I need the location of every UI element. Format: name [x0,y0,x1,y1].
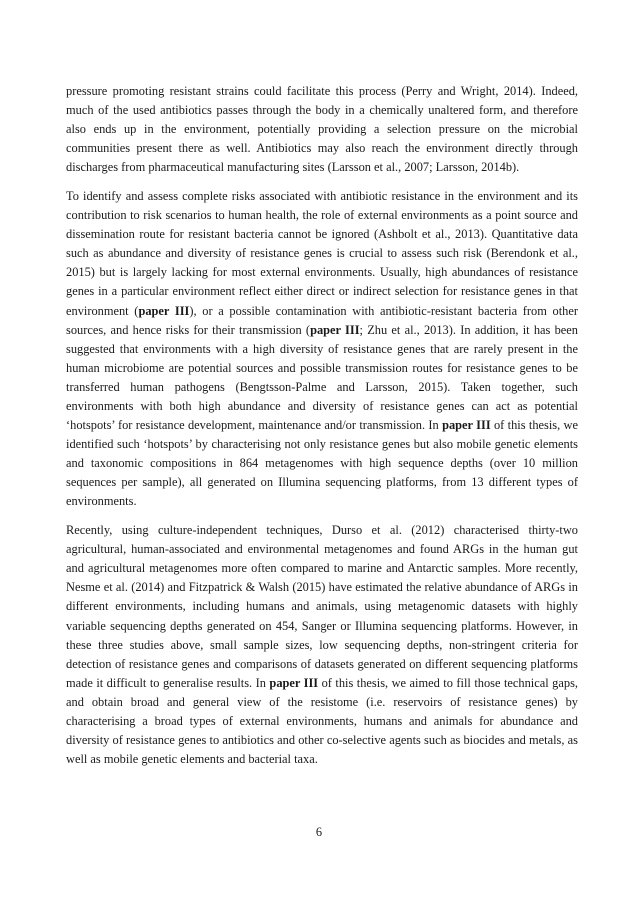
text-run: ; Zhu et al., 2013). In addition, it has been suggested that environments with a high diversity of resistance genes that are rarely present in the human microbiome are potential sources and possible transmission routes for resistance genes to be transferred human pathogens (Bengtsson-Palme and Larsson, 2015). Taken together, such environments with both high abundance and diversity of resistance genes can act as potential ‘hotspots’ for resistance development, maintenance and/or transmission. In [66,322,578,433]
text-run: of this thesis, we identified such ‘hotspots’ by characterising not only resistance genes but also mobile genetic elements and taxonomic compositions in 864 metagenomes with high sequence depths (over 10 million sequences per sample), all generated on Illumina sequencing platforms, from 13 different types of environments. [66,418,578,509]
page-number: 6 [315,825,323,839]
text-run: pressure promoting resistant strains could facilitate this process (Perry and Wright, 2014). Indeed, much of the used antibiotics passes through the body in a chemically unaltered form, and therefore also ends up in the environment, potentially providing a selection pressure on the microbial communities present there as well. Antibiotics may also reach the environment directly through discharges from pharmaceutical manufacturing sites (Larsson et al., 2007; Larsson, 2014b). [66,84,578,175]
paper-reference: paper III [442,418,491,433]
text-run: To identify and assess complete risks associated with antibiotic resistance in the environment and its contribution to risk scenarios to human health, the role of external environments as a point source and dissemination route for resistant bacteria cannot be ignored (Ashbolt et al., 2013). Quantitative data such as abundance and diversity of resistance genes is crucial to assess such risk (Berendonk et al., 2015) but is largely lacking for most external environments. Usually, high abundances of resistance genes in a particular environment reflect either direct or indirect selection for resistance genes in that environment ( [66,188,578,318]
text-run: Recently, using culture-independent techniques, Durso et al. (2012) characterised thirty-two agricultural, human-associated and environmental metagenomes and found ARGs in the human gut and agricultural metagenomes more often compared to marine and Antarctic samples. More recently, Nesme et al. (2014) and Fitzpatrick & Walsh (2015) have estimated the relative abundance of ARGs in different environments, including humans and animals, using metagenomic datasets with highly variable sequencing depths generated on 454, Sanger or Illumina sequencing platforms. However, in these three studies above, small sample sizes, low sequencing depths, non-stringent criteria for detection of resistance genes and comparisons of datasets generated on different sequencing platforms made it difficult to generalise results. In [66,523,578,690]
paragraph-2 [66,187,578,512]
text-run: of this thesis, we aimed to fill those technical gaps, and obtain broad and general view of the resistome (i.e. reservoirs of resistance genes) by characterising a broad types of external environments, humans and animals for abundance and diversity of resistance genes to antibiotics and other co-selective agents such as biocides and metals, as well as mobile genetic elements and bacterial taxa. [66,675,578,767]
paragraph-1 [66,82,578,177]
paper-reference: paper III [138,303,190,318]
paper-reference: paper III [310,322,360,337]
text-run: ), or a possible contamination with antibiotic-resistant bacteria from other sources, and hence risks for their transmission ( [66,303,578,337]
paragraph-3 [66,521,578,769]
document-body [66,82,578,769]
paper-reference: paper III [269,675,319,690]
